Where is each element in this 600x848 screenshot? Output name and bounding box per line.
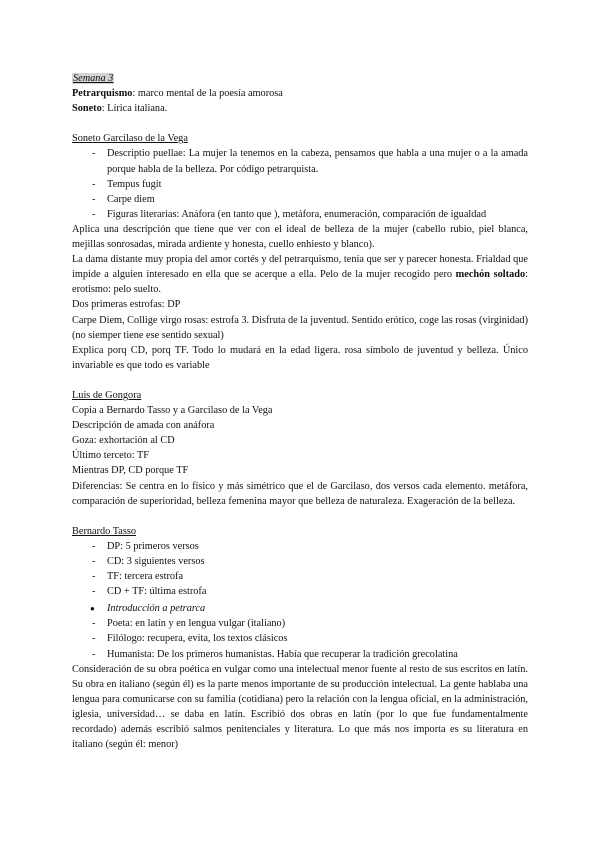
- emphasis-text: mechón soltado: [455, 269, 526, 281]
- list-item: - CD: 3 siguientes versos: [93, 554, 528, 569]
- document-page: [72, 71, 528, 752]
- paragraph: Aplica una descripción que tiene que ver con el ideal de belleza de la mujer (cabello rubio, piel blanca, mejillas sonrosadas, mirada ardiente y honesta, cuello enhiesto y blanco).: [72, 223, 528, 251]
- term-petrarquismo: Petrarquismo: [72, 88, 133, 100]
- term-soneto: Soneto: [72, 103, 102, 115]
- petrarca-list: [72, 616, 528, 661]
- definition-petrarquismo: [72, 86, 528, 101]
- definition-soneto: [72, 101, 528, 116]
- list-item: - Descriptio puellae: La mujer la tenemos en la cabeza, pensamos que habla a una mujer o a la amada porque habla de la belleza. Por código petrarquista.: [93, 146, 528, 176]
- week-heading-line: [72, 71, 528, 86]
- section-heading-garcilaso: Soneto Garcilaso de la Vega: [72, 133, 188, 145]
- week-heading: Semana 3: [73, 73, 114, 84]
- list-item: - Filólogo: recupera, evita, los textos clásicos: [93, 631, 528, 646]
- section-heading-petrarca: ● Introducción a petrarca: [93, 601, 528, 616]
- paragraph: [72, 252, 528, 297]
- text-line: Copia a Bernardo Tasso y a Garcilaso de la Vega: [72, 405, 273, 417]
- section-heading-tasso: Bernardo Tasso: [72, 525, 137, 537]
- paragraph-text: La dama distante muy propia del amor cortés y del petrarquismo, tenía que ser y parecer honesta. Frialdad que impide a alguien interesado en ella que se acerque a ella. Pelo de la mujer recogido pero: [72, 254, 528, 281]
- tasso-list: [72, 539, 528, 599]
- list-item: - Carpe diem: [93, 192, 528, 207]
- text-line: Último terceto: TF: [72, 450, 150, 462]
- paragraph: Consideración de su obra poética en vulgar como una intelectual menor fuente al resto de sus escritos en latín. Su obra en italiano (según él) es la parte menos importante de su producción intelectual. La gente hablaba una lengua para comunicarse con su familia (cotidiana) pero la relación con la lengua oficial, en la administración, iglesia, universidad… se daba en latín. Escribió dos obras en latín (por lo que fue fundamentalmente recordado) además escribió salmos penitenciales y literatura. Lo que más nos importa es su literatura en italiano (según él: menor): [72, 663, 528, 751]
- paragraph: Carpe Diem, Collige virgo rosas: estrofa 3. Disfruta de la juventud. Sentido erótico, coge las rosas (virginidad)(no siemper tiene ese sentido sexual): [72, 314, 529, 341]
- paragraph: Dos primeras estrofas: DP: [72, 299, 181, 311]
- list-item: - Humanista: De los primeros humanistas. Había que recuperar la tradición grecolatina: [93, 647, 528, 662]
- garcilaso-list: [72, 146, 528, 221]
- list-item: - Poeta: en latín y en lengua vulgar (italiano): [93, 616, 528, 631]
- list-item: - DP: 5 primeros versos: [93, 539, 528, 554]
- list-item: - CD + TF: última estrofa: [93, 584, 528, 599]
- paragraph-text: : erotismo: pelo suelto.: [72, 269, 528, 296]
- text-line: Goza: exhortación al CD: [72, 435, 175, 447]
- text-line: Descripción de amada con anáfora: [72, 420, 215, 432]
- text-line: Mientras DP, CD porque TF: [72, 465, 189, 477]
- list-item: - Figuras literarias: Anáfora (en tanto que ), metáfora, enumeración, comparación de igualdad: [93, 207, 528, 222]
- list-item: - Tempus fugit: [93, 177, 528, 192]
- section-heading-gongora: Luis de Gongora: [72, 389, 142, 401]
- definition-text: : marco mental de la poesía amorosa: [132, 88, 283, 100]
- paragraph: Explica porq CD, porq TF. Todo lo mudará en la edad ligera. rosa símbolo de juventud y belleza. Único invariable es que todo es variable: [72, 344, 528, 371]
- paragraph: Diferencias: Se centra en lo físico y más simétrico que el de Garcilaso, dos versos cada elemento. metáfora, comparación de superioridad, belleza femenina mayor que belleza de naturaleza. Exageración de la belleza.: [72, 480, 528, 507]
- definition-text: : Lírica italiana.: [101, 103, 168, 115]
- list-item: - TF: tercera estrofa: [93, 569, 528, 584]
- petrarca-heading-list: [72, 601, 528, 616]
